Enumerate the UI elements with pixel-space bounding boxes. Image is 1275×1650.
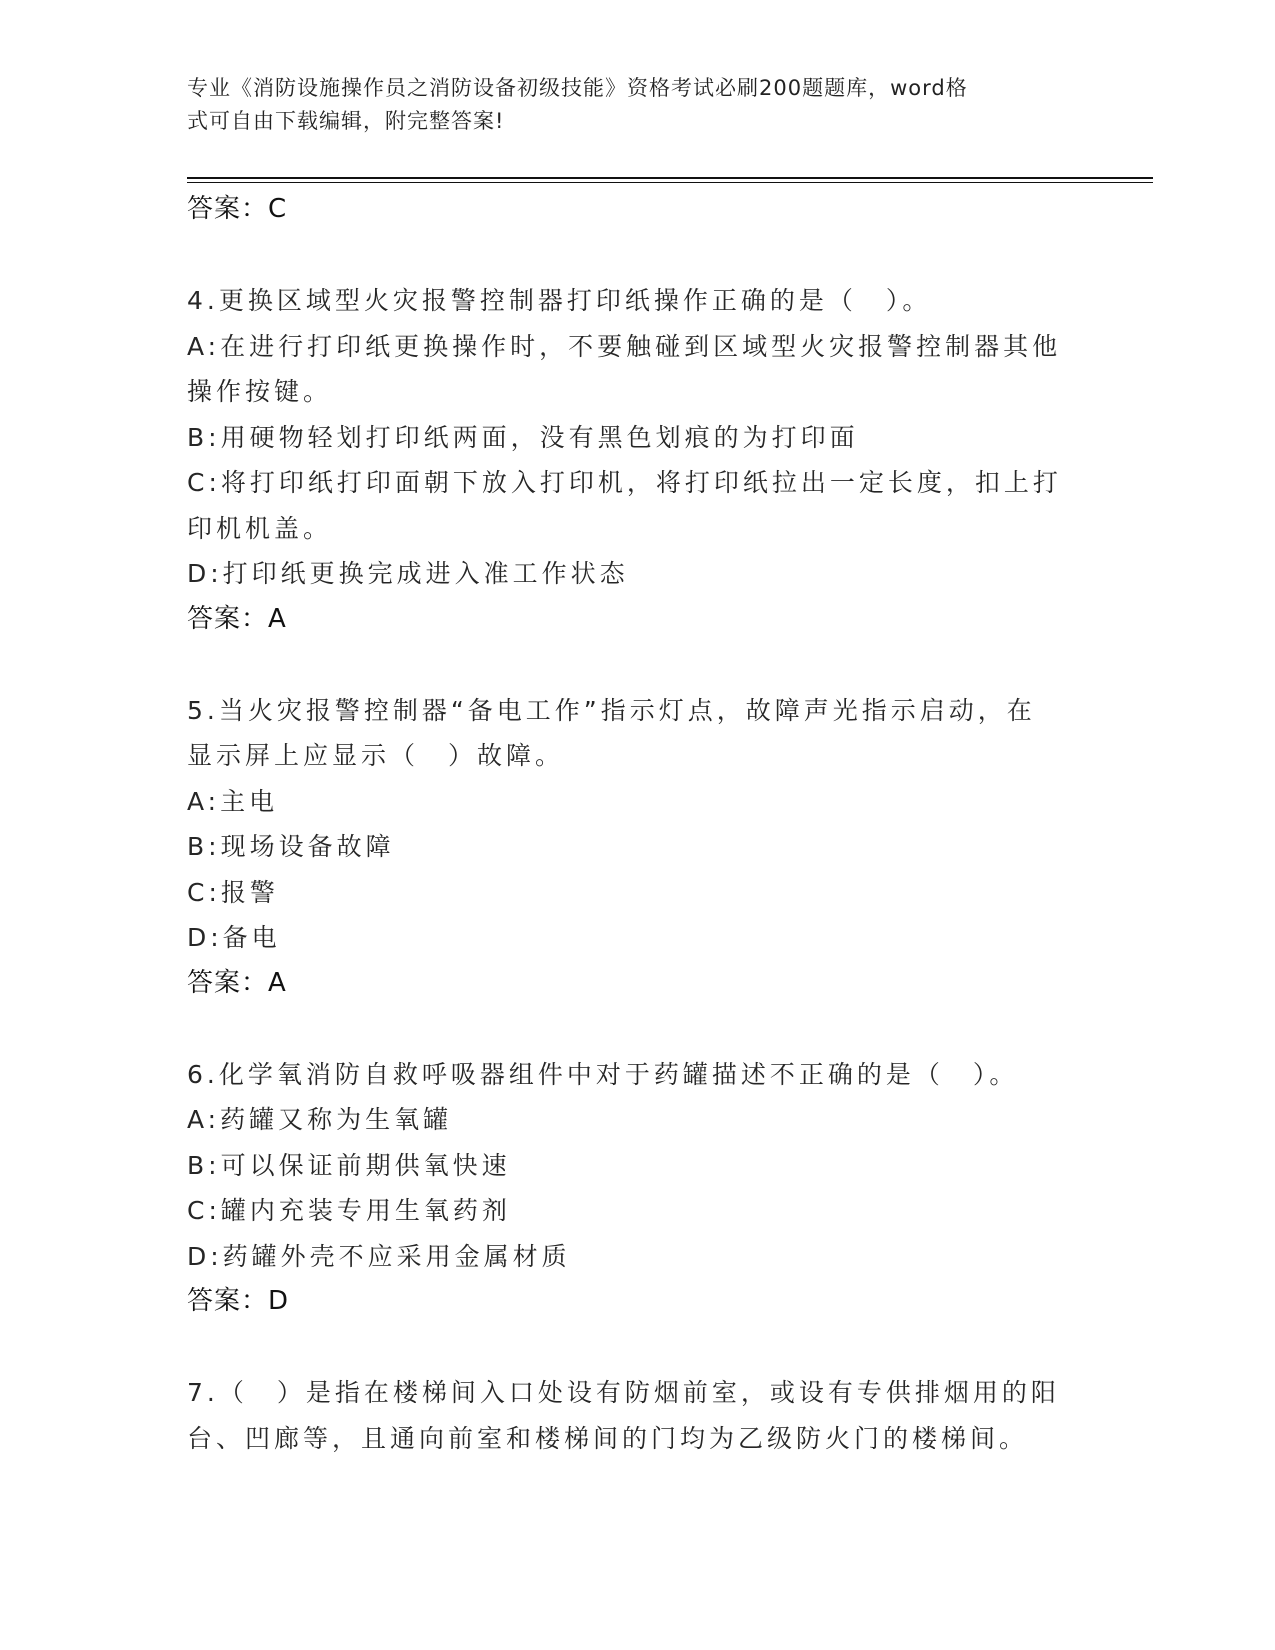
option-c: C:将打印纸打印面朝下放入打印机，将打印纸拉出一定长度，扣上打: [187, 468, 1062, 497]
option-b: B:现场设备故障: [187, 832, 395, 861]
question-stem-cont: 显示屏上应显示（ ）故障。: [187, 741, 565, 770]
question-block: [187, 688, 1087, 1007]
header-line-2: 式可自由下载编辑，附完整答案!: [187, 109, 505, 133]
answer: 答案：D: [187, 1286, 290, 1316]
option-d: D:备电: [187, 923, 281, 952]
answer: 答案：A: [187, 967, 287, 998]
question-stem: 7.（ ）是指在楼梯间入口处设有防烟前室，或设有专供排烟用的阳: [187, 1378, 1060, 1407]
option-c: C:罐内充装专用生氧药剂: [187, 1196, 511, 1225]
option-d: D:药罐外壳不应采用金属材质: [187, 1241, 571, 1271]
question-stem: 4.更换区域型火灾报警控制器打印纸操作正确的是（ ）。: [187, 286, 932, 315]
spacer: [187, 1006, 1087, 1052]
option-c: C:报警: [187, 877, 279, 907]
question-content: [187, 187, 1087, 1461]
spacer: [187, 642, 1087, 688]
question-block: [187, 1052, 1087, 1325]
option-a: A:药罐又称为生氧罐: [187, 1105, 453, 1134]
option-d: D:打印纸更换完成进入准工作状态: [187, 559, 629, 588]
header-rule-thick: [187, 177, 1153, 179]
question-stem: 6.化学氧消防自救呼吸器组件中对于药罐描述不正确的是（ ）。: [187, 1059, 1019, 1089]
header-line-1: 专业《消防设施操作员之消防设备初级技能》资格考试必刷200题题库，word格: [187, 76, 968, 100]
option-b: B:用硬物轻划打印纸两面，没有黑色划痕的为打印面: [187, 422, 859, 452]
question-stem: 5.当火灾报警控制器“备电工作”指示灯点，故障声光指示启动，在: [187, 695, 1036, 725]
option-c-cont: 印机机盖。: [187, 513, 333, 543]
spacer: [187, 1325, 1087, 1371]
previous-answer: 答案：C: [187, 194, 288, 224]
question-block: [187, 1370, 1087, 1461]
question-block: [187, 278, 1087, 642]
option-a: A:在进行打印纸更换操作时，不要触碰到区域型火灾报警控制器其他: [187, 331, 1062, 361]
option-b: B:可以保证前期供氧快速: [187, 1150, 511, 1180]
option-a-cont: 操作按键。: [187, 377, 333, 406]
question-stem-cont: 台、凹廊等，且通向前室和楼梯间的门均为乙级防火门的楼梯间。: [187, 1423, 1029, 1453]
option-a: A:主电: [187, 786, 279, 816]
page-header: [187, 72, 1067, 138]
answer: 答案：A: [187, 603, 287, 634]
spacer: [187, 233, 1087, 279]
header-rule-thin: [187, 182, 1153, 183]
